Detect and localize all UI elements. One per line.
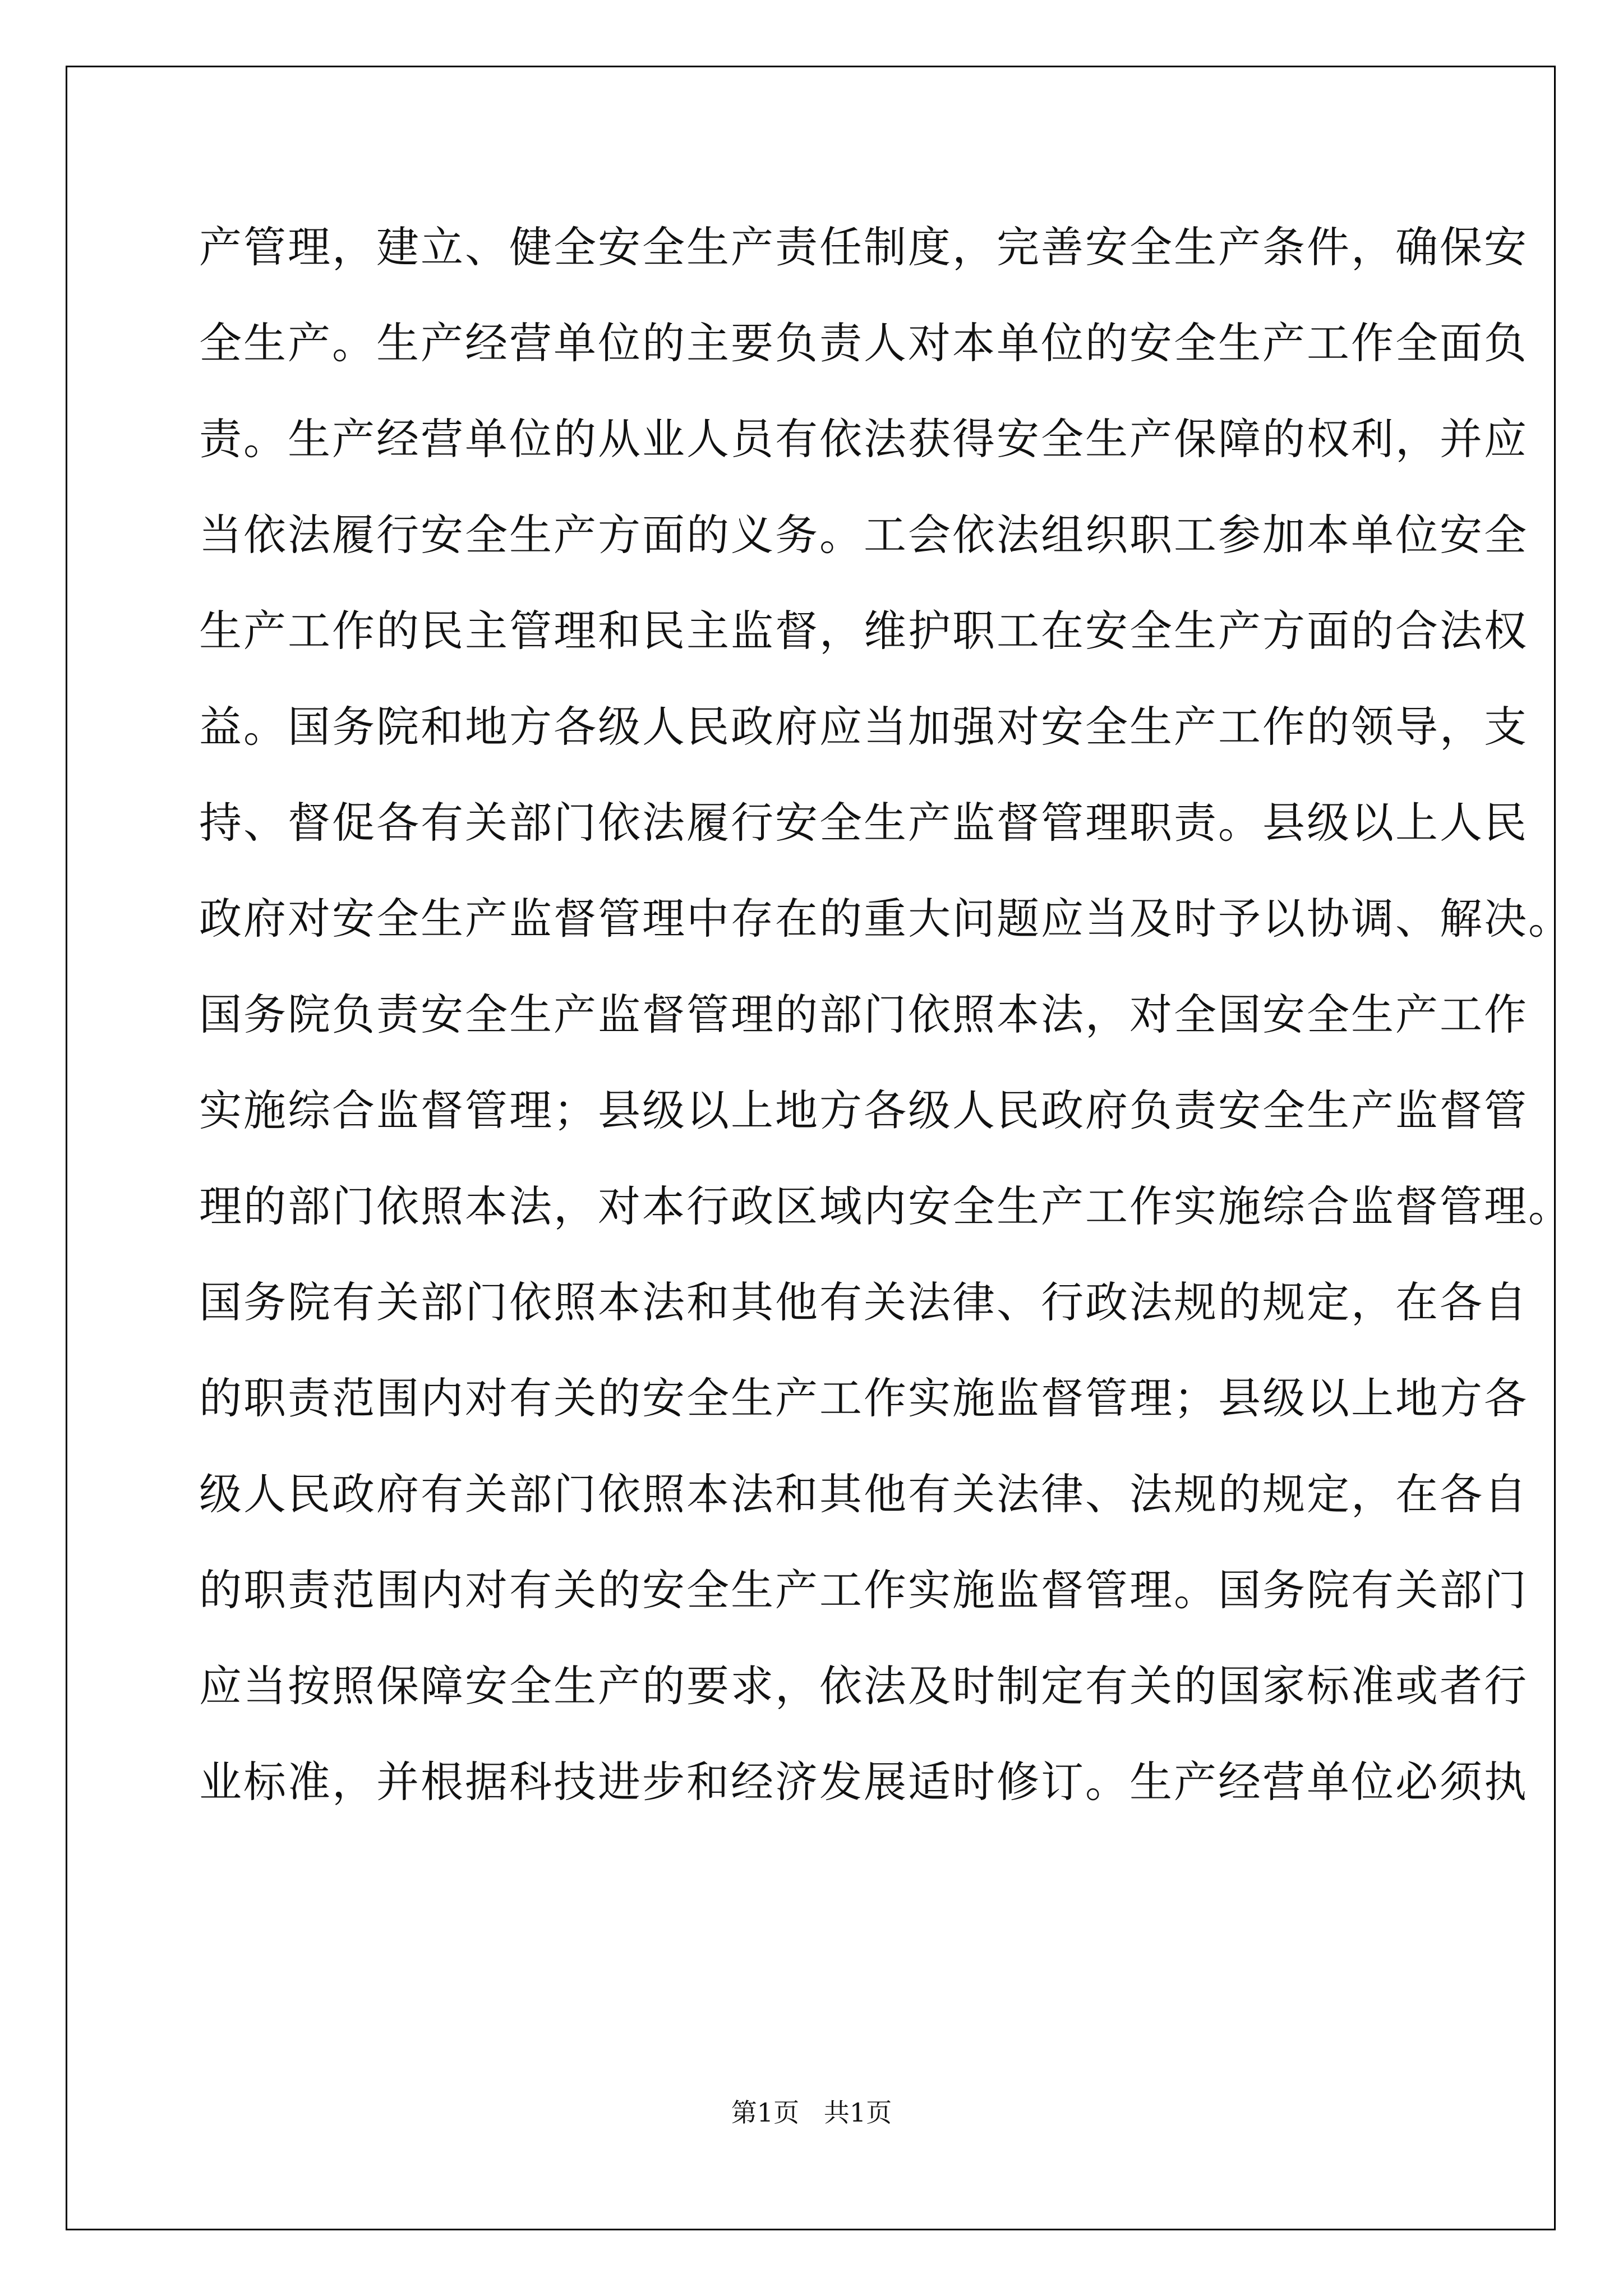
text-line: 益。国务院和地方各级人民政府应当加强对安全生产工作的领导，支 [199,702,1528,752]
text-line: 的职责范围内对有关的安全生产工作实施监督管理。国务院有关部门 [199,1565,1528,1615]
text-line: 政府对安全生产监督管理中存在的重大问题应当及时予以协调、解决。 [199,894,1573,944]
text-line: 实施综合监督管理；县级以上地方各级人民政府负责安全生产监督管 [199,1085,1528,1135]
text-line: 产管理，建立、健全安全生产责任制度，完善安全生产条件，确保安 [199,222,1528,272]
body-text [199,199,1573,1830]
text-line: 当依法履行安全生产方面的义务。工会依法组织职工参加本单位安全 [199,510,1528,560]
text-line: 生产工作的民主管理和民主监督，维护职工在安全生产方面的合法权 [199,606,1528,656]
text-line: 应当按照保障安全生产的要求，依法及时制定有关的国家标准或者行 [199,1661,1528,1711]
text-line: 持、督促各有关部门依法履行安全生产监督管理职责。县级以上人民 [199,798,1528,848]
page-number-footer: 第1页 共1页 [731,2097,892,2128]
text-line: 理的部门依照本法，对本行政区域内安全生产工作实施综合监督管理。 [199,1181,1573,1231]
text-line: 国务院负责安全生产监督管理的部门依照本法，对全国安全生产工作 [199,990,1528,1039]
text-line: 责。生产经营单位的从业人员有依法获得安全生产保障的权利，并应 [199,414,1528,464]
text-line: 级人民政府有关部门依照本法和其他有关法律、法规的规定，在各自 [199,1469,1528,1519]
text-line: 国务院有关部门依照本法和其他有关法律、行政法规的规定，在各自 [199,1277,1528,1327]
text-line: 的职责范围内对有关的安全生产工作实施监督管理；县级以上地方各 [199,1373,1528,1423]
text-line: 全生产。生产经营单位的主要负责人对本单位的安全生产工作全面负 [199,318,1528,368]
text-line: 业标准，并根据科技进步和经济发展适时修订。生产经营单位必须执 [199,1757,1528,1807]
